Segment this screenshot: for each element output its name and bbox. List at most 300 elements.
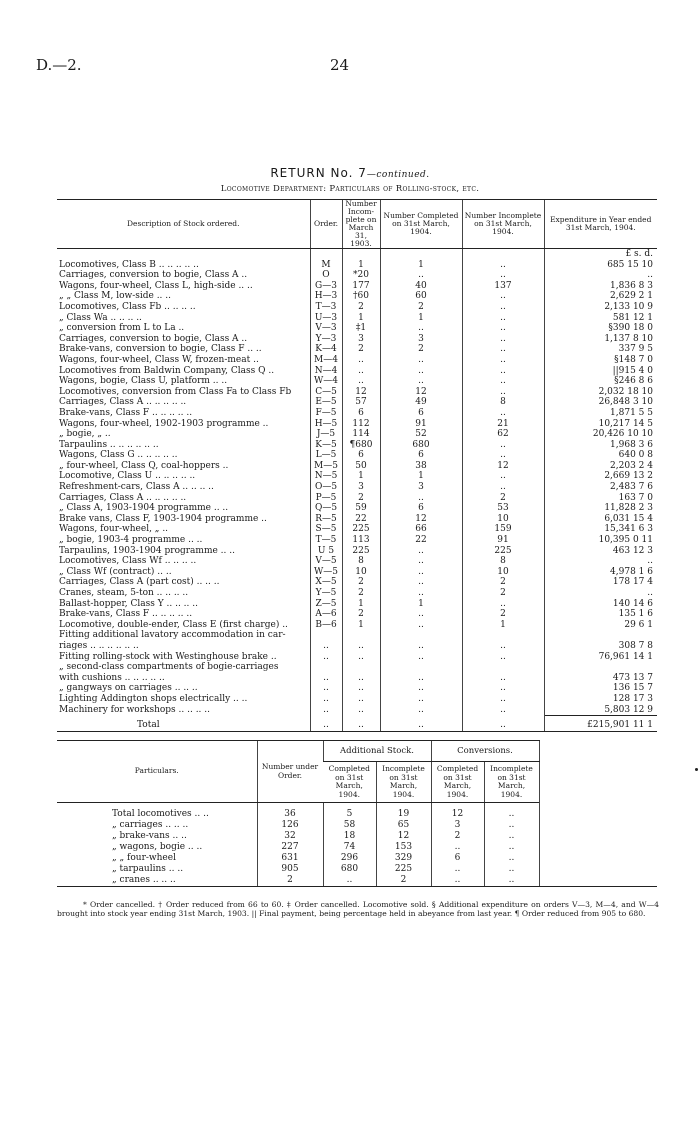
row-incomplete-1904: 21 — [462, 419, 544, 430]
page-number: 24 — [330, 56, 350, 74]
row-incomplete-1904: .. — [462, 366, 544, 377]
row-completed-1904: 22 — [380, 535, 462, 546]
row-expenditure: §390 18 0 — [544, 323, 657, 334]
row-incomplete-1903: 6 — [342, 450, 380, 461]
row-completed-1904: 3 — [380, 334, 462, 345]
row-order: P—5 — [310, 493, 342, 504]
row-incomplete-1904: .. — [462, 323, 544, 334]
row-incomplete-1904: 91 — [462, 535, 544, 546]
summary-conv-incomplete: .. — [484, 875, 539, 887]
row-completed-1904: 12 — [380, 514, 462, 525]
table-row — [57, 588, 657, 599]
row-incomplete-1904: .. — [462, 313, 544, 324]
table-row — [57, 334, 657, 345]
row-expenditure: 163 7 0 — [544, 493, 657, 504]
row-description: Carriages, conversion to bogie, Class A .. — [59, 270, 248, 281]
row-completed-1904: .. — [380, 588, 462, 599]
row-order: V—3 — [310, 323, 342, 334]
total-dots: .. — [310, 716, 342, 732]
table-row — [57, 408, 657, 419]
row-expenditure: .. — [544, 556, 657, 567]
footnote-text: * Order cancelled. † Order reduced from 66 to 60. ‡ Order cancelled. Locomotive sold. § Additional expenditure on orders V—3, M—4, and W—4 brought into stock year ending 31st March, 1903. || Final payment, being percentage held in abeyance from last year. ¶ Order reduced from 905 to 680. — [57, 900, 659, 918]
row-order: E—5 — [310, 397, 342, 408]
row-expenditure: 2,203 2 4 — [544, 461, 657, 472]
summary-conv-completed: .. — [431, 842, 484, 853]
table-row — [57, 440, 657, 451]
summary-col-number: Number under Order. — [257, 741, 323, 803]
table-row — [57, 630, 657, 641]
footnotes — [57, 900, 659, 918]
table-row — [57, 355, 657, 366]
table-row — [57, 567, 657, 578]
row-expenditure: 4,978 1 6 — [544, 567, 657, 578]
table-row — [57, 641, 657, 652]
row-completed-1904: .. — [380, 683, 462, 694]
row-incomplete-1904: .. — [462, 450, 544, 461]
row-description: „ Class Wf (contract) .. .. — [59, 566, 172, 577]
summary-number: 905 — [257, 864, 323, 875]
row-completed-1904: 12 — [380, 387, 462, 398]
row-expenditure: 1,871 5 5 — [544, 408, 657, 419]
row-description: Locomotives, Class Wf .. .. .. .. — [59, 556, 197, 567]
table-row — [57, 376, 657, 387]
table-row — [57, 260, 657, 271]
summary-label: „ tarpaulins .. .. — [112, 864, 184, 875]
table-row — [57, 683, 657, 694]
summary-number: 32 — [257, 831, 323, 842]
row-expenditure: 2,483 7 6 — [544, 482, 657, 493]
summary-add-incomplete: 2 — [376, 875, 431, 887]
rolling-stock-table — [57, 199, 657, 732]
row-order: X—5 — [310, 577, 342, 588]
row-expenditure: 581 12 1 — [544, 313, 657, 324]
row-description: Wagons, four-wheel, Class W, frozen-meat .. — [59, 354, 259, 365]
row-completed-1904: 38 — [380, 461, 462, 472]
row-description: Fitting additional lavatory accommodation in car- — [59, 630, 286, 641]
summary-number: 126 — [257, 820, 323, 831]
summary-col-conv-completed: Completed on 31st March, 1904. — [431, 762, 484, 803]
summary-conv-completed: 2 — [431, 831, 484, 842]
summary-add-incomplete: 153 — [376, 842, 431, 853]
row-description: with cushions .. .. .. .. .. — [59, 672, 165, 683]
row-order — [310, 662, 342, 673]
table-row — [57, 694, 657, 705]
row-incomplete-1903: 3 — [342, 482, 380, 493]
summary-label: „ „ four-wheel — [112, 853, 176, 864]
row-description: Wagons, four-wheel, 1902-1903 programme .. — [59, 418, 269, 429]
summary-group-conversions: Conversions. — [431, 741, 539, 762]
row-completed-1904: 1 — [380, 260, 462, 271]
row-incomplete-1903: 50 — [342, 461, 380, 472]
row-incomplete-1904: .. — [462, 471, 544, 482]
table-row — [57, 546, 657, 557]
row-description: „ Class Wa .. .. .. .. — [59, 312, 142, 323]
row-incomplete-1904: .. — [462, 641, 544, 652]
summary-add-incomplete: 12 — [376, 831, 431, 842]
row-incomplete-1904: .. — [462, 440, 544, 451]
table-row — [57, 323, 657, 334]
document-reference: D.—2. — [36, 56, 82, 74]
table-row — [57, 461, 657, 472]
summary-conv-incomplete: .. — [484, 864, 539, 875]
row-description: Brake-vans, Class F .. .. .. .. .. — [59, 609, 193, 620]
table-row — [57, 344, 657, 355]
row-completed-1904: .. — [380, 556, 462, 567]
table-row — [57, 662, 657, 673]
col-incomplete-1903: Number Incom- plete on March 31, 1903. — [342, 200, 380, 249]
row-order: F—5 — [310, 408, 342, 419]
row-description: Carriages, Class A (part cost) .. .. .. — [59, 577, 220, 588]
row-incomplete-1903: 3 — [342, 334, 380, 345]
row-completed-1904: 2 — [380, 344, 462, 355]
row-incomplete-1903 — [342, 662, 380, 673]
row-description: Carriages, Class A .. .. .. .. .. — [59, 492, 187, 503]
row-incomplete-1904: .. — [462, 260, 544, 271]
row-incomplete-1903: 113 — [342, 535, 380, 546]
row-order: M — [310, 260, 342, 271]
row-description: Brake-vans, conversion to bogie, Class F .. .. — [59, 344, 262, 355]
row-completed-1904: .. — [380, 366, 462, 377]
row-expenditure: 178 17 4 — [544, 577, 657, 588]
row-completed-1904 — [380, 630, 462, 641]
summary-col-particulars: Particulars. — [57, 741, 257, 803]
row-incomplete-1903: 2 — [342, 577, 380, 588]
row-expenditure: 308 7 8 — [544, 641, 657, 652]
summary-row — [57, 809, 657, 820]
row-description: „ four-wheel, Class Q, coal-hoppers .. — [59, 460, 229, 471]
summary-conv-incomplete: .. — [484, 831, 539, 842]
summary-number: 631 — [257, 853, 323, 864]
table-row — [57, 450, 657, 461]
row-expenditure: 10,395 0 11 — [544, 535, 657, 546]
row-order: B—6 — [310, 620, 342, 631]
table-row — [57, 620, 657, 631]
row-incomplete-1904: .. — [462, 652, 544, 663]
row-completed-1904: .. — [380, 673, 462, 684]
row-incomplete-1903: 112 — [342, 419, 380, 430]
row-expenditure: 26,848 3 10 — [544, 397, 657, 408]
row-description: Locomotives, conversion from Class Fa to Class Fb — [59, 386, 292, 397]
row-order: Y—5 — [310, 588, 342, 599]
row-order: M—4 — [310, 355, 342, 366]
row-order: L—5 — [310, 450, 342, 461]
table-row — [57, 609, 657, 620]
row-expenditure: 136 15 7 — [544, 683, 657, 694]
table-row — [57, 419, 657, 430]
row-order: T—5 — [310, 535, 342, 546]
row-incomplete-1904 — [462, 630, 544, 641]
row-order: T—3 — [310, 302, 342, 313]
row-completed-1904: .. — [380, 493, 462, 504]
row-incomplete-1903: .. — [342, 376, 380, 387]
row-description: riages .. .. .. .. .. .. — [59, 640, 139, 651]
row-order: U—3 — [310, 313, 342, 324]
row-order: K—4 — [310, 344, 342, 355]
row-incomplete-1903: 2 — [342, 493, 380, 504]
row-incomplete-1903: 57 — [342, 397, 380, 408]
summary-add-incomplete: 65 — [376, 820, 431, 831]
summary-number: 227 — [257, 842, 323, 853]
row-order: C—5 — [310, 387, 342, 398]
summary-row — [57, 853, 657, 864]
table-row — [57, 503, 657, 514]
summary-add-incomplete: 329 — [376, 853, 431, 864]
row-expenditure: 2,133 10 9 — [544, 302, 657, 313]
total-label — [57, 716, 310, 732]
summary-add-completed: 5 — [323, 809, 376, 820]
table-row — [57, 270, 657, 281]
row-completed-1904: 60 — [380, 291, 462, 302]
table-row — [57, 705, 657, 716]
row-incomplete-1904: .. — [462, 334, 544, 345]
row-expenditure: 1,968 3 6 — [544, 440, 657, 451]
table-row — [57, 577, 657, 588]
summary-conv-completed: 6 — [431, 853, 484, 864]
summary-add-completed: .. — [323, 875, 376, 887]
row-incomplete-1904: .. — [462, 344, 544, 355]
table-row — [57, 302, 657, 313]
summary-conv-incomplete: .. — [484, 842, 539, 853]
table-row — [57, 387, 657, 398]
row-incomplete-1903: 1 — [342, 471, 380, 482]
summary-group-additional: Additional Stock. — [323, 741, 431, 762]
row-order: J—5 — [310, 429, 342, 440]
row-incomplete-1903: 177 — [342, 281, 380, 292]
row-completed-1904: .. — [380, 355, 462, 366]
row-expenditure: 2,032 18 10 — [544, 387, 657, 398]
row-expenditure: 76,961 14 1 — [544, 652, 657, 663]
row-incomplete-1903: .. — [342, 694, 380, 705]
row-incomplete-1903: 2 — [342, 344, 380, 355]
row-expenditure: 337 9 5 — [544, 344, 657, 355]
row-expenditure: 463 12 3 — [544, 546, 657, 557]
row-description: Brake-vans, Class F .. .. .. .. .. — [59, 407, 193, 418]
summary-label: „ carriages .. .. .. — [112, 820, 189, 831]
row-incomplete-1904: 62 — [462, 429, 544, 440]
row-incomplete-1903: .. — [342, 705, 380, 716]
summary-number: 36 — [257, 809, 323, 820]
return-title — [0, 166, 700, 181]
currency-units: £ s. d. — [544, 249, 657, 260]
col-incomplete-1904: Number Incomplete on 31st March, 1904. — [462, 200, 544, 249]
row-incomplete-1904: 8 — [462, 397, 544, 408]
row-completed-1904: 52 — [380, 429, 462, 440]
row-expenditure: 1,137 8 10 — [544, 334, 657, 345]
row-expenditure: 128 17 3 — [544, 694, 657, 705]
return-subtitle: Locomotive Department: Particulars of Rolling-stock, etc. — [220, 184, 480, 194]
row-expenditure: 15,341 6 3 — [544, 524, 657, 535]
row-expenditure — [544, 630, 657, 641]
total-dots: .. — [462, 716, 544, 732]
row-order: .. — [310, 641, 342, 652]
summary-conv-incomplete: .. — [484, 853, 539, 864]
row-description: Tarpaulins .. .. .. .. .. .. — [59, 439, 159, 450]
row-incomplete-1903: 22 — [342, 514, 380, 525]
row-expenditure: 10,217 14 5 — [544, 419, 657, 430]
row-description: Refreshment-cars, Class A .. .. .. .. — [59, 482, 214, 493]
row-expenditure: 5,803 12 9 — [544, 705, 657, 716]
row-description: „ bogie, 1903-4 programme .. .. — [59, 535, 203, 546]
row-incomplete-1904 — [462, 662, 544, 673]
row-order: R—5 — [310, 514, 342, 525]
row-incomplete-1903: 59 — [342, 503, 380, 514]
row-expenditure: ||915 4 0 — [544, 366, 657, 377]
table-row — [57, 471, 657, 482]
summary-conv-completed: .. — [431, 864, 484, 875]
row-description: „ second-class compartments of bogie-carriages — [59, 662, 279, 673]
row-incomplete-1904: 159 — [462, 524, 544, 535]
row-description: „ gangways on carriages .. .. .. — [59, 683, 198, 694]
row-expenditure: .. — [544, 588, 657, 599]
summary-add-completed: 18 — [323, 831, 376, 842]
row-incomplete-1904: 1 — [462, 620, 544, 631]
summary-conv-incomplete: .. — [484, 809, 539, 820]
row-expenditure: 640 0 8 — [544, 450, 657, 461]
row-description: Lighting Addington shops electrically .. .. — [59, 693, 248, 704]
table-row — [57, 673, 657, 684]
table-header-row — [57, 200, 657, 249]
row-incomplete-1903: 6 — [342, 408, 380, 419]
summary-label: „ wagons, bogie .. .. — [112, 842, 203, 853]
row-description: Locomotive, double-ender, Class E (first charge) .. — [59, 619, 288, 630]
row-description: Carriages, conversion to bogie, Class A .. — [59, 333, 248, 344]
row-expenditure: §246 8 6 — [544, 376, 657, 387]
row-order: V—5 — [310, 556, 342, 567]
row-incomplete-1904: 137 — [462, 281, 544, 292]
summary-col-conv-incomplete: Incomplete on 31st March, 1904. — [484, 762, 539, 803]
row-completed-1904: 3 — [380, 482, 462, 493]
row-incomplete-1904: 10 — [462, 567, 544, 578]
row-incomplete-1903: 225 — [342, 524, 380, 535]
summary-table — [57, 740, 657, 887]
row-description: Wagons, Class G .. .. .. .. .. — [59, 450, 178, 461]
margin-mark — [695, 768, 698, 771]
summary-number: 2 — [257, 875, 323, 887]
table-row — [57, 524, 657, 535]
summary-row — [57, 864, 657, 875]
row-completed-1904: .. — [380, 641, 462, 652]
row-description: Brake vans, Class F, 1903-1904 programme .. — [59, 513, 267, 524]
summary-add-completed: 74 — [323, 842, 376, 853]
summary-add-completed: 58 — [323, 820, 376, 831]
row-incomplete-1903: 2 — [342, 588, 380, 599]
total-expenditure: £215,901 11 1 — [544, 716, 657, 732]
row-completed-1904: .. — [380, 694, 462, 705]
row-incomplete-1904: .. — [462, 387, 544, 398]
row-order: Y—3 — [310, 334, 342, 345]
row-incomplete-1903: .. — [342, 366, 380, 377]
row-order: W—4 — [310, 376, 342, 387]
summary-conv-incomplete: .. — [484, 820, 539, 831]
summary-row — [57, 842, 657, 853]
row-incomplete-1903: .. — [342, 652, 380, 663]
row-completed-1904: 6 — [380, 503, 462, 514]
row-incomplete-1903: 114 — [342, 429, 380, 440]
row-incomplete-1903: 225 — [342, 546, 380, 557]
table-row — [57, 397, 657, 408]
row-expenditure: 20,426 10 10 — [544, 429, 657, 440]
row-completed-1904: .. — [380, 270, 462, 281]
summary-row — [57, 875, 657, 887]
row-completed-1904: .. — [380, 620, 462, 631]
row-order — [310, 630, 342, 641]
row-description: Ballast-hopper, Class Y .. .. .. .. — [59, 598, 198, 609]
row-completed-1904: 1 — [380, 471, 462, 482]
row-description: Fitting rolling-stock with Westinghouse brake .. — [59, 651, 277, 662]
summary-add-incomplete: 225 — [376, 864, 431, 875]
row-expenditure: 135 1 6 — [544, 609, 657, 620]
col-completed-1904: Number Completed on 31st March, 1904. — [380, 200, 462, 249]
row-incomplete-1903: .. — [342, 641, 380, 652]
row-incomplete-1903: .. — [342, 683, 380, 694]
row-incomplete-1904: .. — [462, 302, 544, 313]
row-expenditure: 685 15 10 — [544, 260, 657, 271]
row-completed-1904: .. — [380, 705, 462, 716]
summary-add-completed: 680 — [323, 864, 376, 875]
row-incomplete-1904: .. — [462, 683, 544, 694]
row-incomplete-1903: .. — [342, 673, 380, 684]
row-order: O — [310, 270, 342, 281]
row-incomplete-1904: .. — [462, 482, 544, 493]
row-description: „ Class A, 1903-1904 programme .. .. — [59, 503, 229, 514]
summary-col-add-incomplete: Incomplete on 31st March, 1904. — [376, 762, 431, 803]
row-expenditure: 11,828 2 3 — [544, 503, 657, 514]
summary-label: „ cranes .. .. .. — [57, 875, 257, 887]
row-completed-1904: .. — [380, 577, 462, 588]
row-completed-1904: .. — [380, 323, 462, 334]
row-completed-1904: 680 — [380, 440, 462, 451]
row-incomplete-1903: 1 — [342, 620, 380, 631]
row-incomplete-1904: .. — [462, 408, 544, 419]
row-order: H—5 — [310, 419, 342, 430]
col-expenditure: Expenditure in Year ended 31st March, 1904. — [544, 200, 657, 249]
row-incomplete-1904: .. — [462, 291, 544, 302]
row-order: S—5 — [310, 524, 342, 535]
row-incomplete-1903: .. — [342, 355, 380, 366]
row-order: W—5 — [310, 567, 342, 578]
row-order: Z—5 — [310, 599, 342, 610]
row-incomplete-1903: 8 — [342, 556, 380, 567]
row-completed-1904: .. — [380, 546, 462, 557]
row-incomplete-1904: 10 — [462, 514, 544, 525]
return-title-continued: —continued. — [366, 170, 430, 180]
row-incomplete-1904: 2 — [462, 493, 544, 504]
row-completed-1904: .. — [380, 376, 462, 387]
summary-add-completed: 296 — [323, 853, 376, 864]
row-expenditure: 29 6 1 — [544, 620, 657, 631]
row-description: „ bogie, „ .. — [59, 429, 111, 440]
row-expenditure: 2,629 2 1 — [544, 291, 657, 302]
row-completed-1904: 2 — [380, 302, 462, 313]
row-description: „ „ Class M, low-side .. .. — [59, 291, 172, 302]
summary-col-add-completed: Completed on 31st March, 1904. — [323, 762, 376, 803]
row-incomplete-1903: ‡1 — [342, 323, 380, 334]
row-order: U 5 — [310, 546, 342, 557]
total-dots: .. — [342, 716, 380, 732]
row-expenditure — [544, 662, 657, 673]
row-order: .. — [310, 673, 342, 684]
row-expenditure: 1,836 8 3 — [544, 281, 657, 292]
table-row — [57, 281, 657, 292]
row-order: .. — [310, 705, 342, 716]
return-title-main: RETURN No. 7 — [270, 166, 367, 180]
row-incomplete-1904: 225 — [462, 546, 544, 557]
row-incomplete-1903: †60 — [342, 291, 380, 302]
row-description: Machinery for workshops .. .. .. .. — [59, 704, 211, 715]
row-completed-1904: 49 — [380, 397, 462, 408]
row-completed-1904: 66 — [380, 524, 462, 535]
row-description: Locomotives from Baldwin Company, Class Q .. — [59, 365, 275, 376]
